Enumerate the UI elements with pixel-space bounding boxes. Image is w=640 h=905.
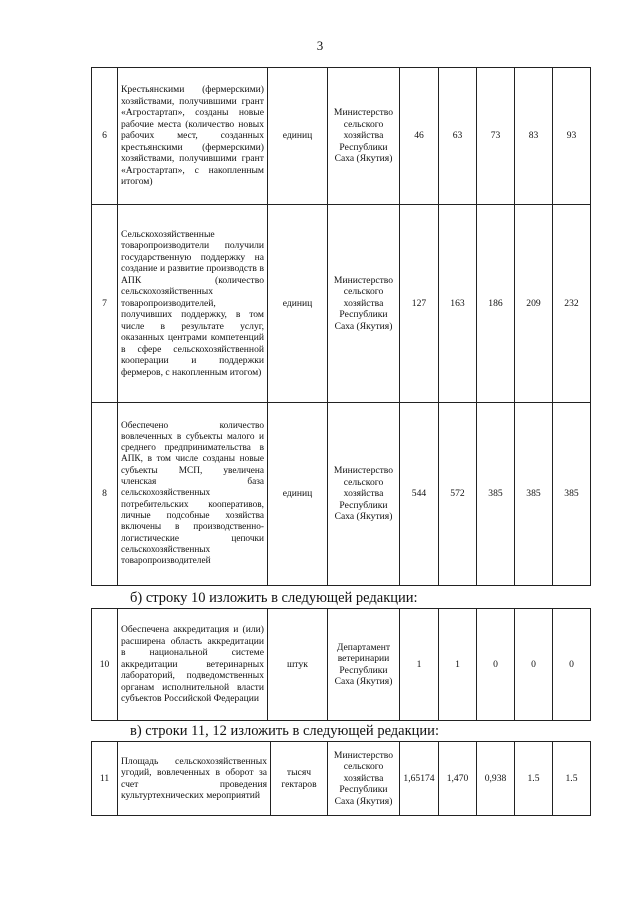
value-cell: 1.5 xyxy=(553,742,591,816)
section-v-heading: в) строки 11, 12 изложить в следующей редакции: xyxy=(130,723,439,739)
value-cell: 127 xyxy=(400,205,439,403)
indicators-table-row-10 xyxy=(91,608,591,721)
table-row xyxy=(92,742,591,816)
value-cell: 0,938 xyxy=(477,742,515,816)
indicator-description: Сельскохозяйственные товаропроизводители получили государственную поддержку на создание и развитие производств в АПК (количество сельскохозяйственных товаропроизводителей, получивших поддержку, в том числе в результате услуг, оказанных центрами компетенций в сфере сельскохозяйственной кооперации и поддержки фермеров, с накопленным итогом) xyxy=(118,205,268,403)
indicator-description: Площадь сельскохозяйственных угодий, вовлеченных в оборот за счет проведения культуртехнических мероприятий xyxy=(118,742,271,816)
value-cell: 83 xyxy=(515,68,553,205)
indicator-description: Обеспечено количество вовлеченных в субъекты малого и среднего предпринимательства в АПК, в том числе созданы новые субъекты МСП, увеличена членская база сельскохозяйственных потребительских кооперативов, личные подсобные хозяйства включены в производственно-логистические цепочки сельскохозяйственных товаропроизводителей xyxy=(118,403,268,586)
value-cell: 385 xyxy=(477,403,515,586)
indicator-description: Обеспечена аккредитация и (или) расширена область аккредитации в национальной системе аккредитации ветеринарных лабораторий, подведомственных органам исполнительной власти субъектов Российской Федерации xyxy=(118,609,268,721)
value-cell: 1,470 xyxy=(439,742,477,816)
value-cell: 1.5 xyxy=(515,742,553,816)
unit-cell: единиц xyxy=(268,403,328,586)
page-number: 3 xyxy=(316,38,324,53)
unit-cell: тысяч гектаров xyxy=(271,742,328,816)
section-b-heading: б) строку 10 изложить в следующей редакции: xyxy=(130,590,418,606)
value-cell: 232 xyxy=(553,205,591,403)
responsible-cell: Министерство сельского хозяйства Республики Саха (Якутия) xyxy=(328,205,400,403)
responsible-cell: Департамент ветеринарии Республики Саха (Якутия) xyxy=(328,609,400,721)
responsible-cell: Министерство сельского хозяйства Республики Саха (Якутия) xyxy=(328,68,400,205)
row-number: 10 xyxy=(92,609,118,721)
value-cell: 1,65174 xyxy=(400,742,439,816)
table-row xyxy=(92,609,591,721)
value-cell: 63 xyxy=(439,68,477,205)
value-cell: 73 xyxy=(477,68,515,205)
value-cell: 1 xyxy=(400,609,439,721)
table-row xyxy=(92,403,591,586)
row-number: 6 xyxy=(92,68,118,205)
unit-cell: единиц xyxy=(268,68,328,205)
row-number: 7 xyxy=(92,205,118,403)
row-number: 11 xyxy=(92,742,118,816)
value-cell: 385 xyxy=(553,403,591,586)
value-cell: 186 xyxy=(477,205,515,403)
indicators-table-row-11 xyxy=(91,741,591,816)
table-row xyxy=(92,68,591,205)
value-cell: 385 xyxy=(515,403,553,586)
value-cell: 209 xyxy=(515,205,553,403)
indicators-table-rows-6-8 xyxy=(91,67,591,586)
indicator-description: Крестьянскими (фермерскими) хозяйствами, получившими грант «Агростартап», созданы новые рабочие места (количество новых рабочих мест, созданных крестьянскими (фермерскими) хозяйствами, получившими грант «Агростартап», с накопленным итогом) xyxy=(118,68,268,205)
value-cell: 544 xyxy=(400,403,439,586)
value-cell: 572 xyxy=(439,403,477,586)
responsible-cell: Министерство сельского хозяйства Республики Саха (Якутия) xyxy=(328,742,400,816)
row-number: 8 xyxy=(92,403,118,586)
value-cell: 46 xyxy=(400,68,439,205)
value-cell: 0 xyxy=(477,609,515,721)
value-cell: 0 xyxy=(553,609,591,721)
value-cell: 0 xyxy=(515,609,553,721)
value-cell: 1 xyxy=(439,609,477,721)
unit-cell: единиц xyxy=(268,205,328,403)
responsible-cell: Министерство сельского хозяйства Республики Саха (Якутия) xyxy=(328,403,400,586)
table-row xyxy=(92,205,591,403)
value-cell: 163 xyxy=(439,205,477,403)
unit-cell: штук xyxy=(268,609,328,721)
value-cell: 93 xyxy=(553,68,591,205)
